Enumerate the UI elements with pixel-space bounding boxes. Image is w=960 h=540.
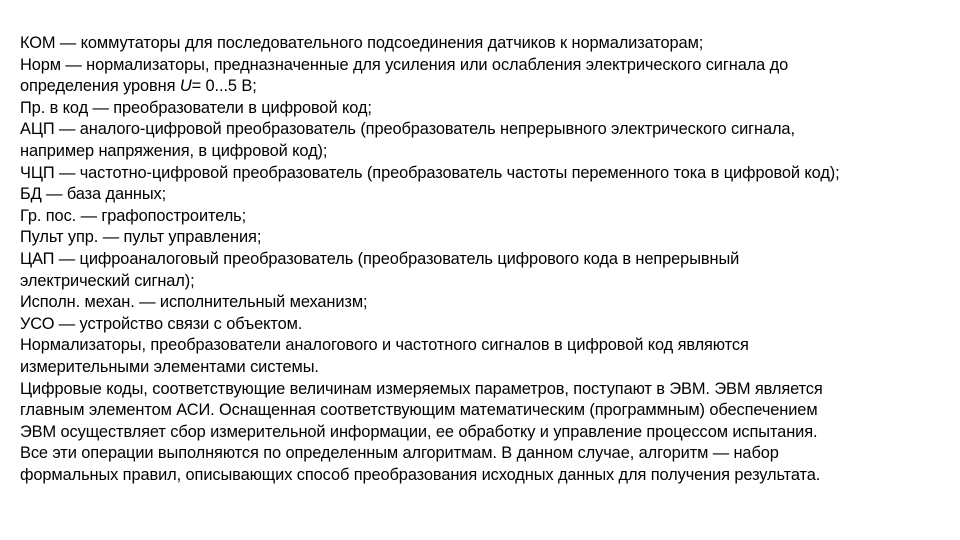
text-line: формальных правил, описывающих способ преобразования исходных данных для получения результата. [20,465,821,484]
text-fragment: = 0...5 В; [191,77,257,96]
text-line: Норм — нормализаторы, предназначенные для усиления или ослабления электрического сигнала до [20,55,789,74]
text-line: ЦАП — цифроаналоговый преобразователь (преобразователь цифрового кода в непрерывный [20,249,740,268]
text-line: АЦП — аналого-цифровой преобразователь (преобразователь непрерывного электрического сигнала, [20,120,795,139]
text-line: Нормализаторы, преобразователи аналогового и частотного сигналов в цифровой код являются [20,336,749,355]
text-line: ЭВМ осуществляет сбор измерительной информации, ее обработку и управление процессом испытания. [20,422,818,441]
text-line: измерительными элементами системы. [20,357,319,376]
text-line: Пр. в код — преобразователи в цифровой код; [20,98,372,117]
text-line: ЧЦП — частотно-цифровой преобразователь (преобразователь частоты переменного тока в цифровой код); [20,163,840,182]
text-line: электрический сигнал); [20,271,195,290]
text-line [20,76,945,98]
text-line: Пульт упр. — пульт управления; [20,228,262,247]
text-line: КОМ — коммутаторы для последовательного подсоединения датчиков к нормализаторам; [20,34,704,52]
text-line: Гр. пос. — графопостроитель; [20,206,247,225]
text-line: Цифровые коды, соответствующие величинам измеряемых параметров, поступают в ЭВМ. ЭВМ является [20,379,823,398]
voltage-symbol: U [179,77,192,96]
text-line: Исполн. механ. — исполнительный механизм; [20,293,368,312]
text-line: БД — база данных; [20,185,167,204]
text-fragment: определения уровня [20,77,180,96]
text-line: Все эти операции выполняются по определенным алгоритмам. В данном случае, алгоритм — набор [20,444,779,463]
text-line: УСО — устройство связи с объектом. [20,314,303,333]
text-line: например напряжения, в цифровой код); [20,141,328,160]
text-line: главным элементом АСИ. Оснащенная соответствующим математическим (программным) обеспечением [20,401,818,420]
body-text [20,33,945,486]
